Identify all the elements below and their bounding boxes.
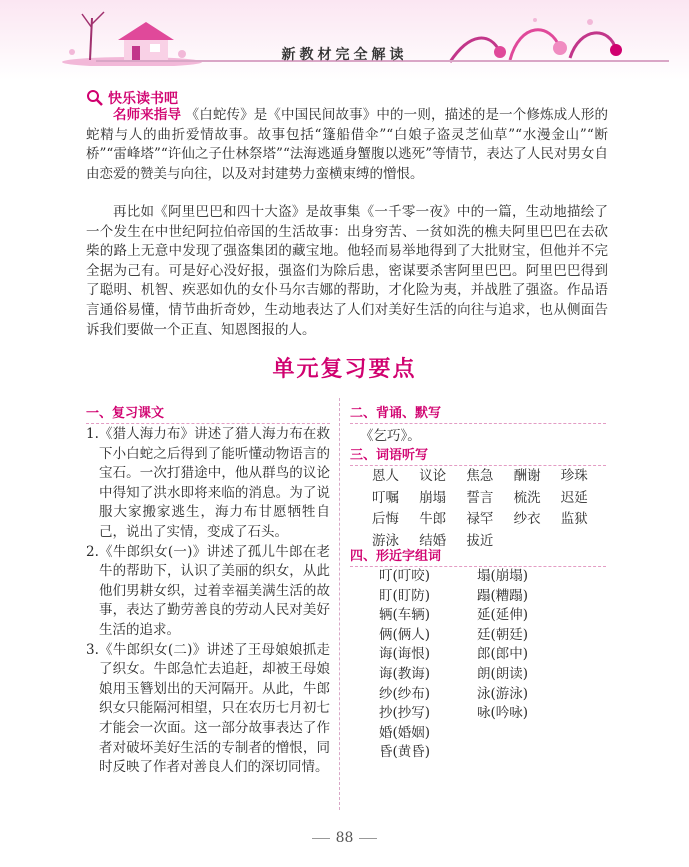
review-item: 2.《牛郎织女(一)》讲述了孤儿牛郎在老牛的帮助下，认识了美丽的织女，从此他们男耕女织，过着幸福美满生活的故事，表达了勤劳善良的劳动人民对美好生活的追求。 [86, 543, 330, 638]
similar-chars-heading: 四、形近字组词 [350, 545, 606, 567]
word: 崩塌 [419, 489, 447, 506]
intro-paragraph-2: 再比如《阿里巴巴和四十大盗》是故事集《一千零一夜》中的一篇，生动地描绘了一个发生在中世纪阿拉伯帝国的生活故事：出身穷苦、一贫如洗的樵夫阿里巴巴在去砍柴的路上无意中发现了强盗集团的藏宝地。他轻而易举地得到了大批财宝，但他并不完全据为己有。可是好心没好报，强盗们为除后患，密谋要杀害阿里巴巴。阿里巴巴得到了聪明、机智、疾恶如仇的女仆马尔吉娜的帮助，才化险为夷，并战胜了强盗。作品语言通俗易懂，情节曲折奇妙，生动地表达了人们对美好生活的向往与追求，也从侧面告诉我们要做一个正直、知恩图报的人。 [86, 204, 608, 338]
word: 誓言 [466, 489, 494, 506]
char-pair: 诲(教诲) [379, 665, 431, 682]
word: 梳洗 [513, 489, 541, 506]
char-pair: 纱(纱布) [379, 685, 431, 702]
word: 珍珠 [560, 468, 588, 484]
char-pair: 咏(吟咏) [477, 705, 529, 722]
similar-chars-column-2 [477, 567, 528, 724]
word: 后悔 [372, 511, 399, 527]
section-heading [86, 88, 178, 108]
char-pair: 昏(黄昏) [379, 744, 431, 761]
word: 禄罕 [466, 511, 494, 527]
char-pair: 延(延伸) [477, 607, 529, 624]
char-pair: 叮(叮咬) [379, 568, 431, 584]
page-footer [0, 830, 689, 846]
recite-heading: 二、背诵、默写 [350, 402, 606, 424]
word: 牛郎 [419, 511, 447, 527]
page-number: 88 [335, 830, 354, 846]
char-pair: 郎(郎中) [477, 646, 529, 663]
review-texts-heading: 一、复习课文 [86, 402, 330, 424]
char-pair: 盯(盯防) [379, 587, 431, 604]
char-pair: 抄(抄写) [379, 705, 431, 722]
char-pair: 朗(朗读) [477, 665, 529, 682]
word: 叮嘱 [372, 489, 399, 506]
char-pair: 塌(崩塌) [477, 568, 529, 584]
char-pair: 廷(朝廷) [477, 626, 529, 643]
word: 纱衣 [513, 511, 541, 527]
recite-text: 《乞巧》。 [360, 428, 421, 444]
word: 拔近 [466, 532, 494, 549]
word: 恩人 [372, 468, 399, 484]
intro-paragraph-1 [86, 106, 608, 184]
word: 游泳 [372, 532, 399, 549]
review-item: 1.《猎人海力布》讲述了猎人海力布在救下小白蛇之后得到了能听懂动物语言的宝石。一次打猎途中，他从群鸟的议论中得知了洪水即将来临的消息。为了说服大家搬家逃生，海力布甘愿牺牲自己，说出了实情，变成了石头。 [86, 426, 330, 540]
char-pair: 辆(车辆) [379, 607, 431, 624]
word: 酬谢 [513, 468, 541, 484]
dictation-word-grid [372, 466, 608, 552]
footer-dash [359, 838, 377, 839]
magnifier-icon [86, 89, 104, 107]
word: 监狱 [560, 511, 588, 527]
char-pair: 婚(婚姻) [379, 724, 431, 741]
review-item: 3.《牛郎织女(二)》讲述了王母娘娘抓走了织女。牛郎急忙去追赶，却被王母娘娘用玉簪划出的天河隔开。从此，牛郎织女只能隔河相望，只在农历七月初七才能会一次面。这一部分故事表达了作者对破坏美好生活的专制者的憎恨，同时反映了作者对善良人们的深切同情。 [86, 641, 330, 776]
char-pair: 蹋(糟蹋) [477, 587, 529, 604]
word: 议论 [419, 468, 447, 484]
char-pair: 诲(诲恨) [379, 646, 431, 663]
word: 迟延 [560, 489, 588, 506]
char-pair: 俩(俩人) [379, 626, 431, 643]
section-title: 快乐读书吧 [108, 91, 178, 107]
dictation-heading: 三、词语听写 [350, 444, 606, 466]
word: 焦急 [466, 468, 494, 484]
char-pair: 泳(游泳) [477, 685, 529, 702]
review-texts [86, 425, 330, 778]
footer-dash [312, 838, 330, 839]
unit-review-title: 单元复习要点 [272, 357, 417, 382]
intro-text-1: 《白蛇传》是《中国民间故事》中的一则，描述的是一个修炼成人形的蛇精与人的曲折爱情故事。故事包括“篷船借伞”“白娘子盗灵芝仙草”“水漫金山”“断桥”“雷峰塔”“许仙之子仕林祭塔”“法海逃遁身蟹腹以逃死”等情节，表达了人民对男女自由恋爱的赞美与向往，以及对封建势力蛮横束缚的憎恨。 [86, 107, 609, 182]
running-header-title: 新教材完全解读 [281, 47, 408, 63]
word: 结婚 [419, 532, 447, 549]
column-divider [339, 398, 340, 810]
similar-chars-column-1 [379, 567, 430, 763]
teacher-guide-label: 名师来指导 [113, 107, 182, 123]
